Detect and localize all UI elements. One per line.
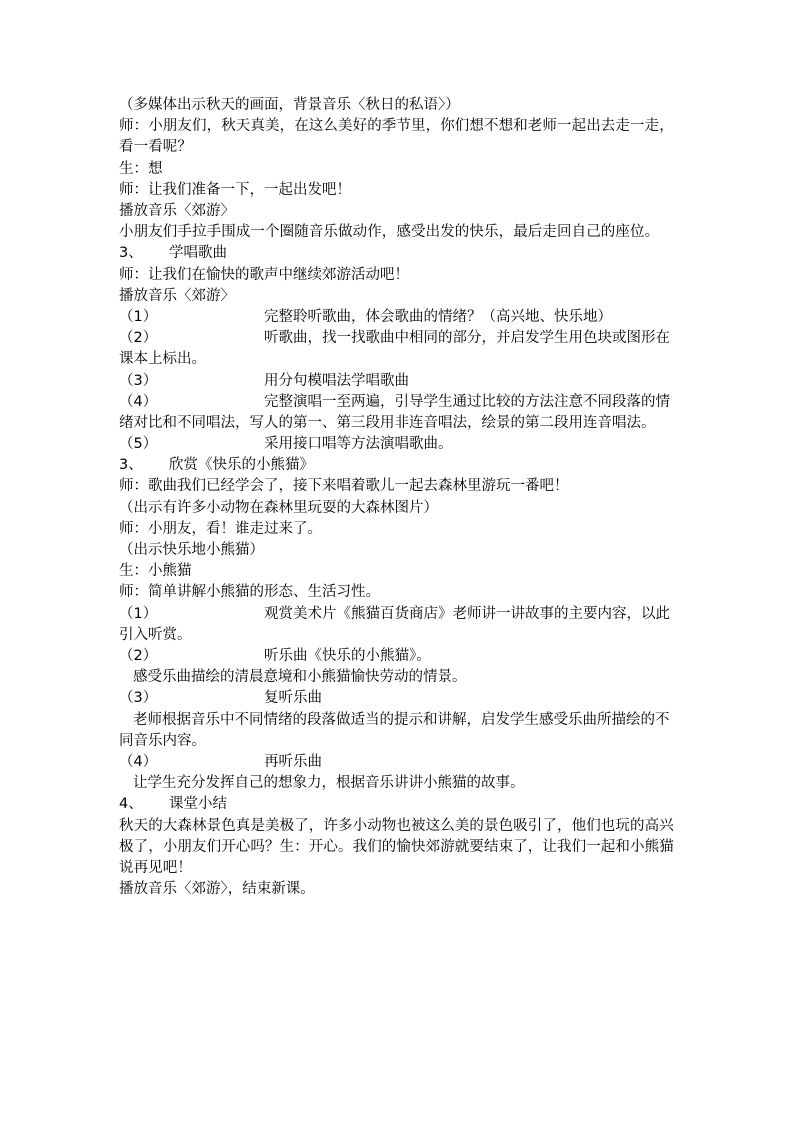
- step-item: [119, 392, 679, 434]
- step-text: 观赏美术片《熊猫百货商店》老师讲一讲故事的主要内容，以此引入听赏。: [119, 605, 670, 643]
- section-title: 课堂小结: [169, 796, 227, 813]
- step-number: （3）: [119, 372, 158, 389]
- step-note: 老师根据音乐中不同情绪的段落做适当的提示和讲解，启发学生感受乐曲所描绘的不同音乐内容。: [119, 711, 670, 749]
- step-text: 用分句模唱法学唱歌曲: [264, 372, 409, 389]
- step-item: [119, 307, 679, 328]
- stage-direction: （出示有许多小动物在森林里玩耍的大森林图片）: [119, 499, 438, 516]
- stage-direction: （出示快乐地小熊猫）: [119, 542, 264, 559]
- student-line: 生：想: [119, 160, 163, 177]
- music-cue: 播放音乐〈郊游〉: [119, 202, 235, 219]
- step-number: （2）: [119, 648, 158, 665]
- step-item: [119, 434, 679, 455]
- section-heading: [119, 794, 679, 815]
- music-cue: 播放音乐〈郊游〉: [119, 287, 235, 304]
- step-number: （3）: [119, 690, 158, 707]
- section-number: 3、: [119, 457, 143, 474]
- step-note: 让学生充分发挥自己的想象力，根据音乐讲讲小熊猫的故事。: [133, 775, 525, 792]
- step-text: 完整演唱一至两遍，引导学生通过比较的方法注意不同段落的情绪对比和不同唱法，写人的第一、第三段用非连音唱法，绘景的第二段用连音唱法。: [119, 393, 670, 431]
- step-number: （2）: [119, 330, 158, 347]
- teacher-line: 师：小朋友们，秋天真美，在这么美好的季节里，你们想不想和老师一起出去走一走，看一看呢？: [119, 118, 674, 156]
- step-text: 完整聆听歌曲，体会歌曲的情绪？（高兴地、快乐地）: [264, 308, 612, 325]
- music-cue: 播放音乐〈郊游〉，结束新课。: [119, 881, 315, 898]
- step-number: （4）: [119, 393, 158, 410]
- document-body: [119, 95, 679, 900]
- teacher-line: 师：简单讲解小熊猫的形态、生活习性。: [119, 584, 380, 601]
- teacher-line: 师：歌曲我们已经学会了，接下来唱着歌儿一起去森林里游玩一番吧！: [119, 478, 569, 495]
- step-number: （1）: [119, 605, 158, 622]
- step-number: （1）: [119, 308, 158, 325]
- step-item: [119, 688, 679, 709]
- step-text: 采用接口唱等方法演唱歌曲。: [264, 436, 453, 453]
- section-number: 4、: [119, 796, 143, 813]
- step-text: 听乐曲《快乐的小熊猫》。: [264, 648, 431, 665]
- step-item: [119, 646, 679, 667]
- step-item: [119, 752, 679, 773]
- teacher-line: 师：小朋友，看！谁走过来了。: [119, 520, 322, 537]
- stage-direction: （多媒体出示秋天的画面，背景音乐〈秋日的私语〉）: [119, 97, 460, 113]
- student-line: 生：小熊猫: [119, 563, 192, 580]
- step-number: （4）: [119, 753, 158, 770]
- section-title: 学唱歌曲: [169, 245, 227, 262]
- step-text: 再听乐曲: [264, 753, 322, 770]
- activity-paragraph: 小朋友们手拉手围成一个圈随音乐做动作，感受出发的快乐，最后走回自己的座位。: [119, 224, 660, 241]
- step-item: [119, 604, 679, 646]
- step-text: 听歌曲，找一找歌曲中相同的部分，并启发学生用色块或图形在课本上标出。: [119, 330, 670, 368]
- step-item: [119, 371, 679, 392]
- step-number: （5）: [119, 436, 158, 453]
- step-text: 复听乐曲: [264, 690, 322, 707]
- section-number: 3、: [119, 245, 143, 262]
- teacher-line: 师：让我们准备一下，一起出发吧！: [119, 181, 351, 198]
- section-title: 欣赏《快乐的小熊猫》: [169, 457, 314, 474]
- section-heading: [119, 455, 679, 476]
- teacher-line: 师：让我们在愉快的歌声中继续郊游活动吧！: [119, 266, 409, 283]
- section-heading: [119, 243, 679, 264]
- summary-paragraph: 秋天的大森林景色真是美极了，许多小动物也被这么美的景色吸引了，他们也玩的高兴极了，小朋友们开心吗？生：开心。我们的愉快郊游就要结束了，让我们一起和小熊猫说再见吧！: [119, 817, 674, 876]
- step-note: 感受乐曲描绘的清晨意境和小熊猫愉快劳动的情景。: [133, 669, 467, 686]
- step-item: [119, 328, 679, 370]
